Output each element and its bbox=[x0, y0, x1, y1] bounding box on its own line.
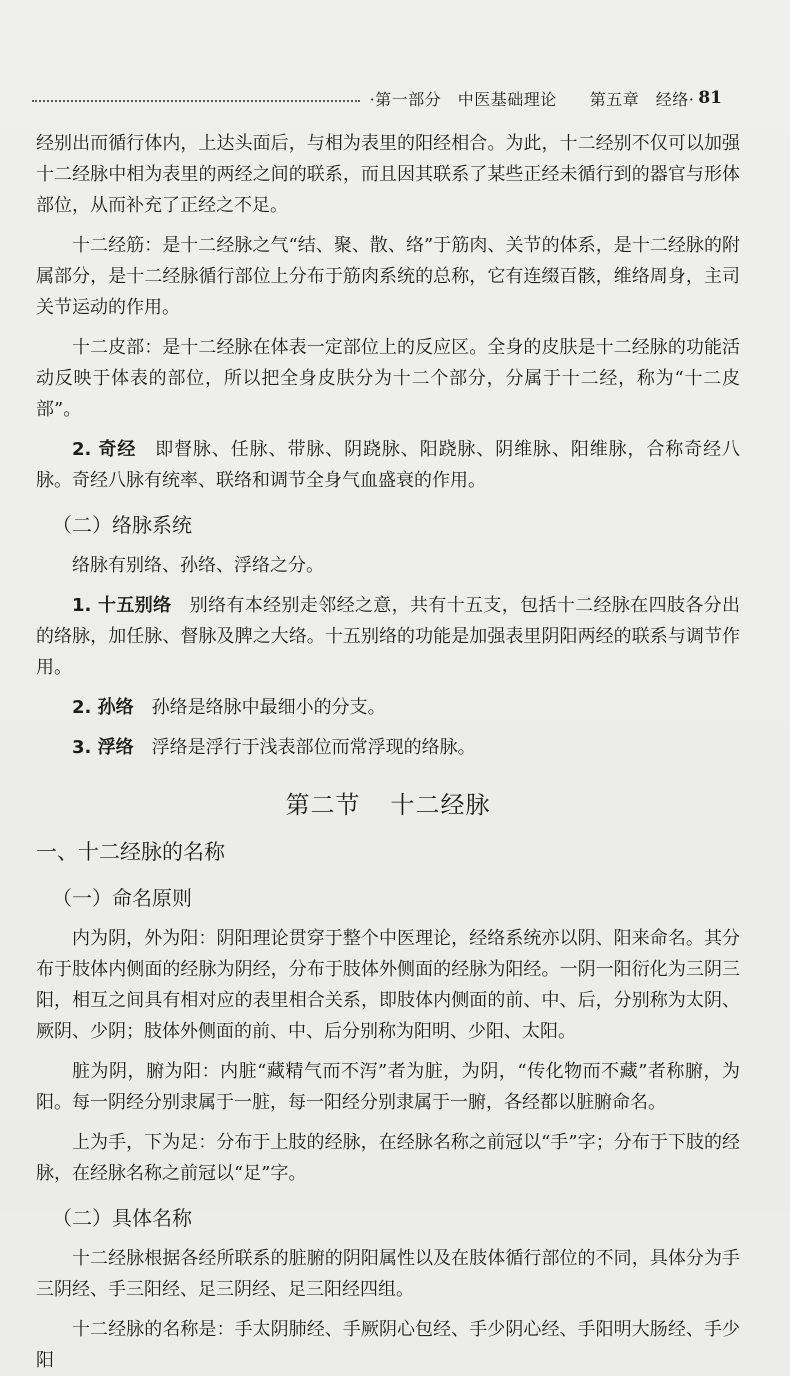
paragraph: 十二经筋：是十二经脉之气“结、聚、散、络”于筋肉、关节的体系，是十二经脉的附属部分，是十二经脉循行部位上分布于筋肉系统的总称，它有连缀百骸，维络周身，主司关节运动的作用。 bbox=[36, 235, 740, 318]
subheading: （二）络脉系统 bbox=[52, 513, 192, 537]
item-text: 即督脉、任脉、带脉、阴跷脉、阳跷脉、阴维脉、阳维脉，合称奇经八脉。奇经八脉有统率、联络和调节全身气血盛衰的作用。 bbox=[36, 439, 740, 491]
header-dot-leader bbox=[32, 100, 360, 102]
item-text: 孙络是络脉中最细小的分支。 bbox=[133, 697, 386, 718]
paragraph: 上为手，下为足：分布于上肢的经脉，在经脉名称之前冠以“手”字；分布于下肢的经脉，在经脉名称之前冠以“足”字。 bbox=[36, 1132, 740, 1184]
section-title bbox=[36, 785, 740, 825]
paragraph: 十二经脉的名称是：手太阴肺经、手厥阴心包经、手少阴心经、手阳明大肠经、手少阳 bbox=[36, 1319, 740, 1371]
paragraph: 十二皮部：是十二经脉在体表一定部位上的反应区。全身的皮肤是十二经脉的功能活动反映于体表的部位，所以把全身皮肤分为十二个部分，分属于十二经，称为“十二皮部”。 bbox=[36, 337, 740, 420]
item-lead: 2. 奇经 bbox=[72, 439, 137, 460]
paragraph bbox=[36, 434, 740, 496]
item-lead: 1. 十五别络 bbox=[72, 595, 172, 616]
paragraph bbox=[36, 692, 740, 723]
paragraph bbox=[36, 732, 740, 763]
paragraph bbox=[36, 590, 740, 683]
paragraph: 脏为阴，腑为阳：内脏“藏精气而不泻”者为脏，为阴，“传化物而不藏”者称腑，为阳。每一阴经分别隶属于一脏，每一阳经分别隶属于一腑，各经都以脏腑命名。 bbox=[36, 1061, 740, 1113]
subheading: （二）具体名称 bbox=[52, 1206, 192, 1230]
item-lead: 2. 孙络 bbox=[72, 697, 134, 718]
item-lead: 3. 浮络 bbox=[72, 737, 134, 758]
running-header bbox=[32, 86, 722, 110]
paragraph: 内为阴，外为阳：阴阳理论贯穿于整个中医理论，经络系统亦以阴、阳来命名。其分布于肢体内侧面的经脉为阴经，分布于肢体外侧面的经脉为阳经。一阴一阳衍化为三阴三阳，相互之间具有相对应的表里相合关系，即肢体内侧面的前、中、后，分别称为太阴、厥阴、少阴；肢体外侧面的前、中、后分别称为阳明、少阳、太阳。 bbox=[36, 928, 740, 1042]
section-number: 第二节 bbox=[285, 791, 361, 819]
paragraph: 络脉有别络、孙络、浮络之分。 bbox=[72, 555, 324, 576]
subheading: （一）命名原则 bbox=[52, 886, 192, 910]
page-number: 81 bbox=[698, 88, 722, 108]
paragraph: 十二经脉根据各经所联系的脏腑的阴阳属性以及在肢体循行部位的不同，具体分为手三阴经、手三阳经、足三阴经、足三阳经四组。 bbox=[36, 1248, 740, 1300]
page-body bbox=[36, 128, 740, 1376]
header-title: ·第一部分 中医基础理论 第五章 经络· bbox=[369, 89, 695, 109]
item-text: 别络有本经别走邻经之意，共有十五支，包括十二经脉在四肢各分出的络脉，加任脉、督脉及脾之大络。十五别络的功能是加强表里阴阳两经的联系与调节作用。 bbox=[36, 595, 740, 678]
section-name: 十二经脉 bbox=[390, 791, 491, 819]
item-text: 浮络是浮行于浅表部位而常浮现的络脉。 bbox=[133, 737, 476, 758]
heading: 一、十二经脉的名称 bbox=[36, 840, 225, 864]
paragraph: 经别出而循行体内，上达头面后，与相为表里的阳经相合。为此，十二经别不仅可以加强十二经脉中相为表里的两经之间的联系，而且因其联系了某些正经未循行到的器官与形体部位，从而补充了正经之不足。 bbox=[36, 133, 740, 216]
